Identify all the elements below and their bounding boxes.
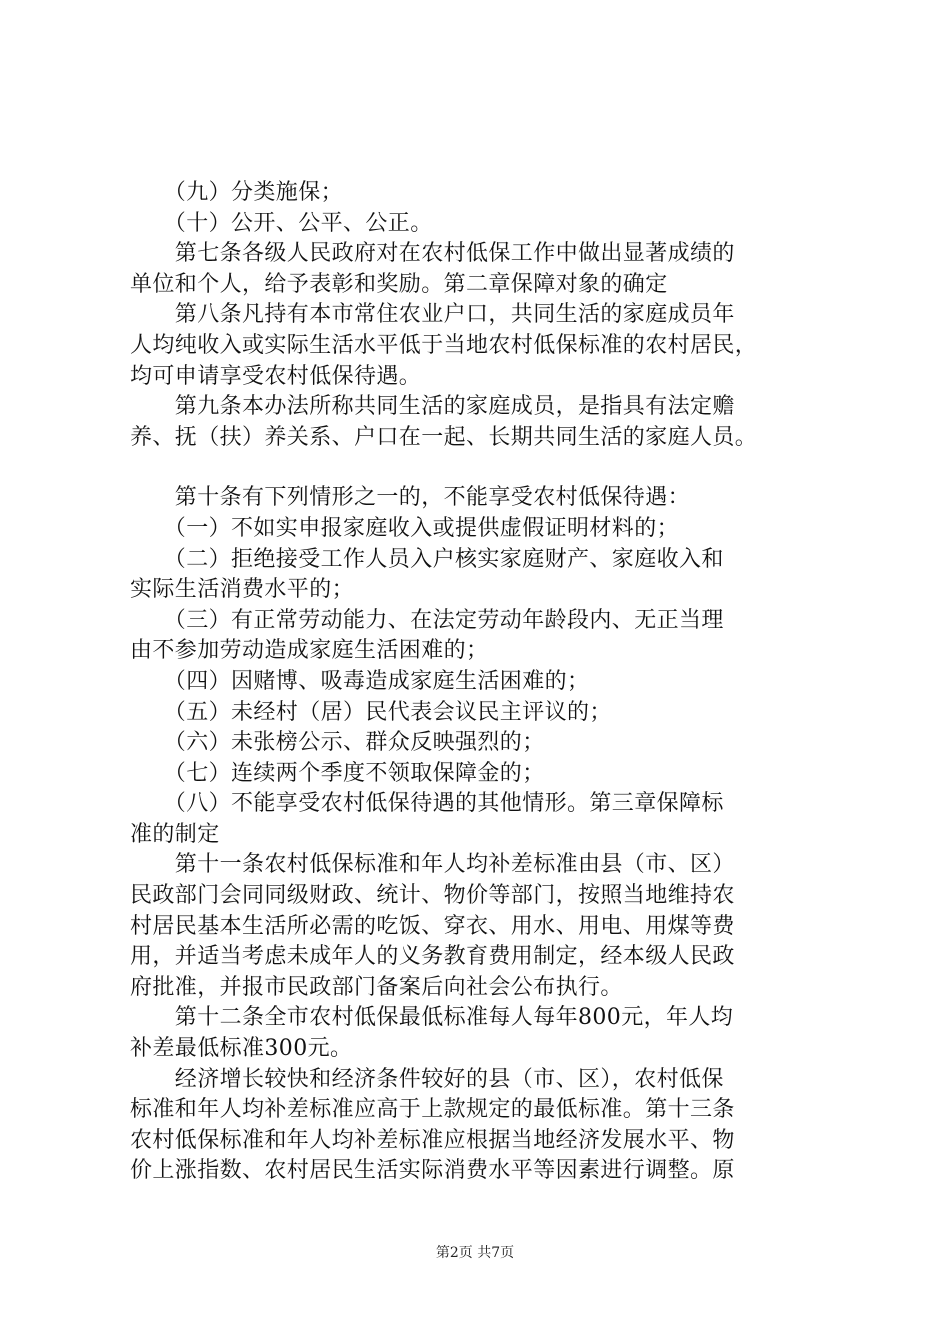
- text-line: 第十一条农村低保标准和年人均补差标准由县（市、区）: [130, 852, 735, 878]
- text-line: 单位和个人，给予表彰和奖励。第二章保障对象的确定: [130, 271, 668, 297]
- text-line: 价上涨指数、农村居民生活实际消费水平等因素进行调整。原: [130, 1158, 735, 1184]
- text-line: （九）分类施保；: [130, 180, 344, 205]
- text-line: 村居民基本生活所必需的吃饭、穿衣、用水、用电、用煤等费: [130, 913, 735, 939]
- text-line: 经济增长较快和经济条件较好的县（市、区），农村低保: [130, 1066, 724, 1092]
- text-line: 人均纯收入或实际生活水平低于当地农村低保标准的农村居民，: [130, 332, 758, 358]
- text-line: 准的制定: [130, 821, 220, 847]
- document-body: [130, 178, 830, 1187]
- text-line: （二）拒绝接受工作人员入户核实家庭财产、家庭收入和: [130, 546, 724, 572]
- text-line: （十）公开、公平、公正。: [130, 210, 433, 236]
- text-line: （四）因赌博、吸毒造成家庭生活困难的；: [130, 668, 590, 694]
- text-line: 第九条本办法所称共同生活的家庭成员，是指具有法定赡: [130, 394, 735, 420]
- text-line: （七）连续两个季度不领取保障金的；: [130, 760, 545, 786]
- text-line: 养、抚（扶）养关系、户口在一起、长期共同生活的家庭人员。: [130, 424, 758, 450]
- text-line: 农村低保标准和年人均补差标准应根据当地经济发展水平、物: [130, 1127, 735, 1153]
- text-line: 府批准，并报市民政部门备案后向社会公布执行。: [130, 974, 623, 1000]
- text-line: 用，并适当考虑未成年人的义务教育费用制定，经本级人民政: [130, 944, 735, 970]
- text-line: 第七条各级人民政府对在农村低保工作中做出显著成绩的: [130, 241, 735, 267]
- text-line: 均可申请享受农村低保待遇。: [130, 363, 422, 389]
- text-line: 民政部门会同同级财政、统计、物价等部门，按照当地维持农: [130, 883, 735, 909]
- text-line: 第十条有下列情形之一的，不能享受农村低保待遇：: [130, 485, 691, 511]
- text-line: 标准和年人均补差标准应高于上款规定的最低标准。第十三条: [130, 1097, 735, 1123]
- text-line: 第十二条全市农村低保最低标准每人每年800元，年人均: [130, 1005, 734, 1031]
- page-footer: 第2页 共7页: [435, 1245, 515, 1261]
- text-line: 实际生活消费水平的；: [130, 577, 355, 603]
- text-line: 第八条凡持有本市常住农业户口，共同生活的家庭成员年: [130, 302, 735, 328]
- paragraph-gap: [130, 453, 830, 483]
- text-line: （八）不能享受农村低保待遇的其他情形。第三章保障标: [130, 791, 724, 817]
- text-line: 由不参加劳动造成家庭生活困难的；: [130, 638, 489, 664]
- text-line: （一）不如实申报家庭收入或提供虚假证明材料的；: [130, 515, 680, 541]
- text-line: 补差最低标准300元。: [130, 1036, 353, 1062]
- text-line: （六）未张榜公示、群众反映强烈的；: [130, 730, 545, 756]
- text-line: （五）未经村（居）民代表会议民主评议的；: [130, 699, 612, 725]
- text-line: （三）有正常劳动能力、在法定劳动年龄段内、无正当理: [130, 607, 724, 633]
